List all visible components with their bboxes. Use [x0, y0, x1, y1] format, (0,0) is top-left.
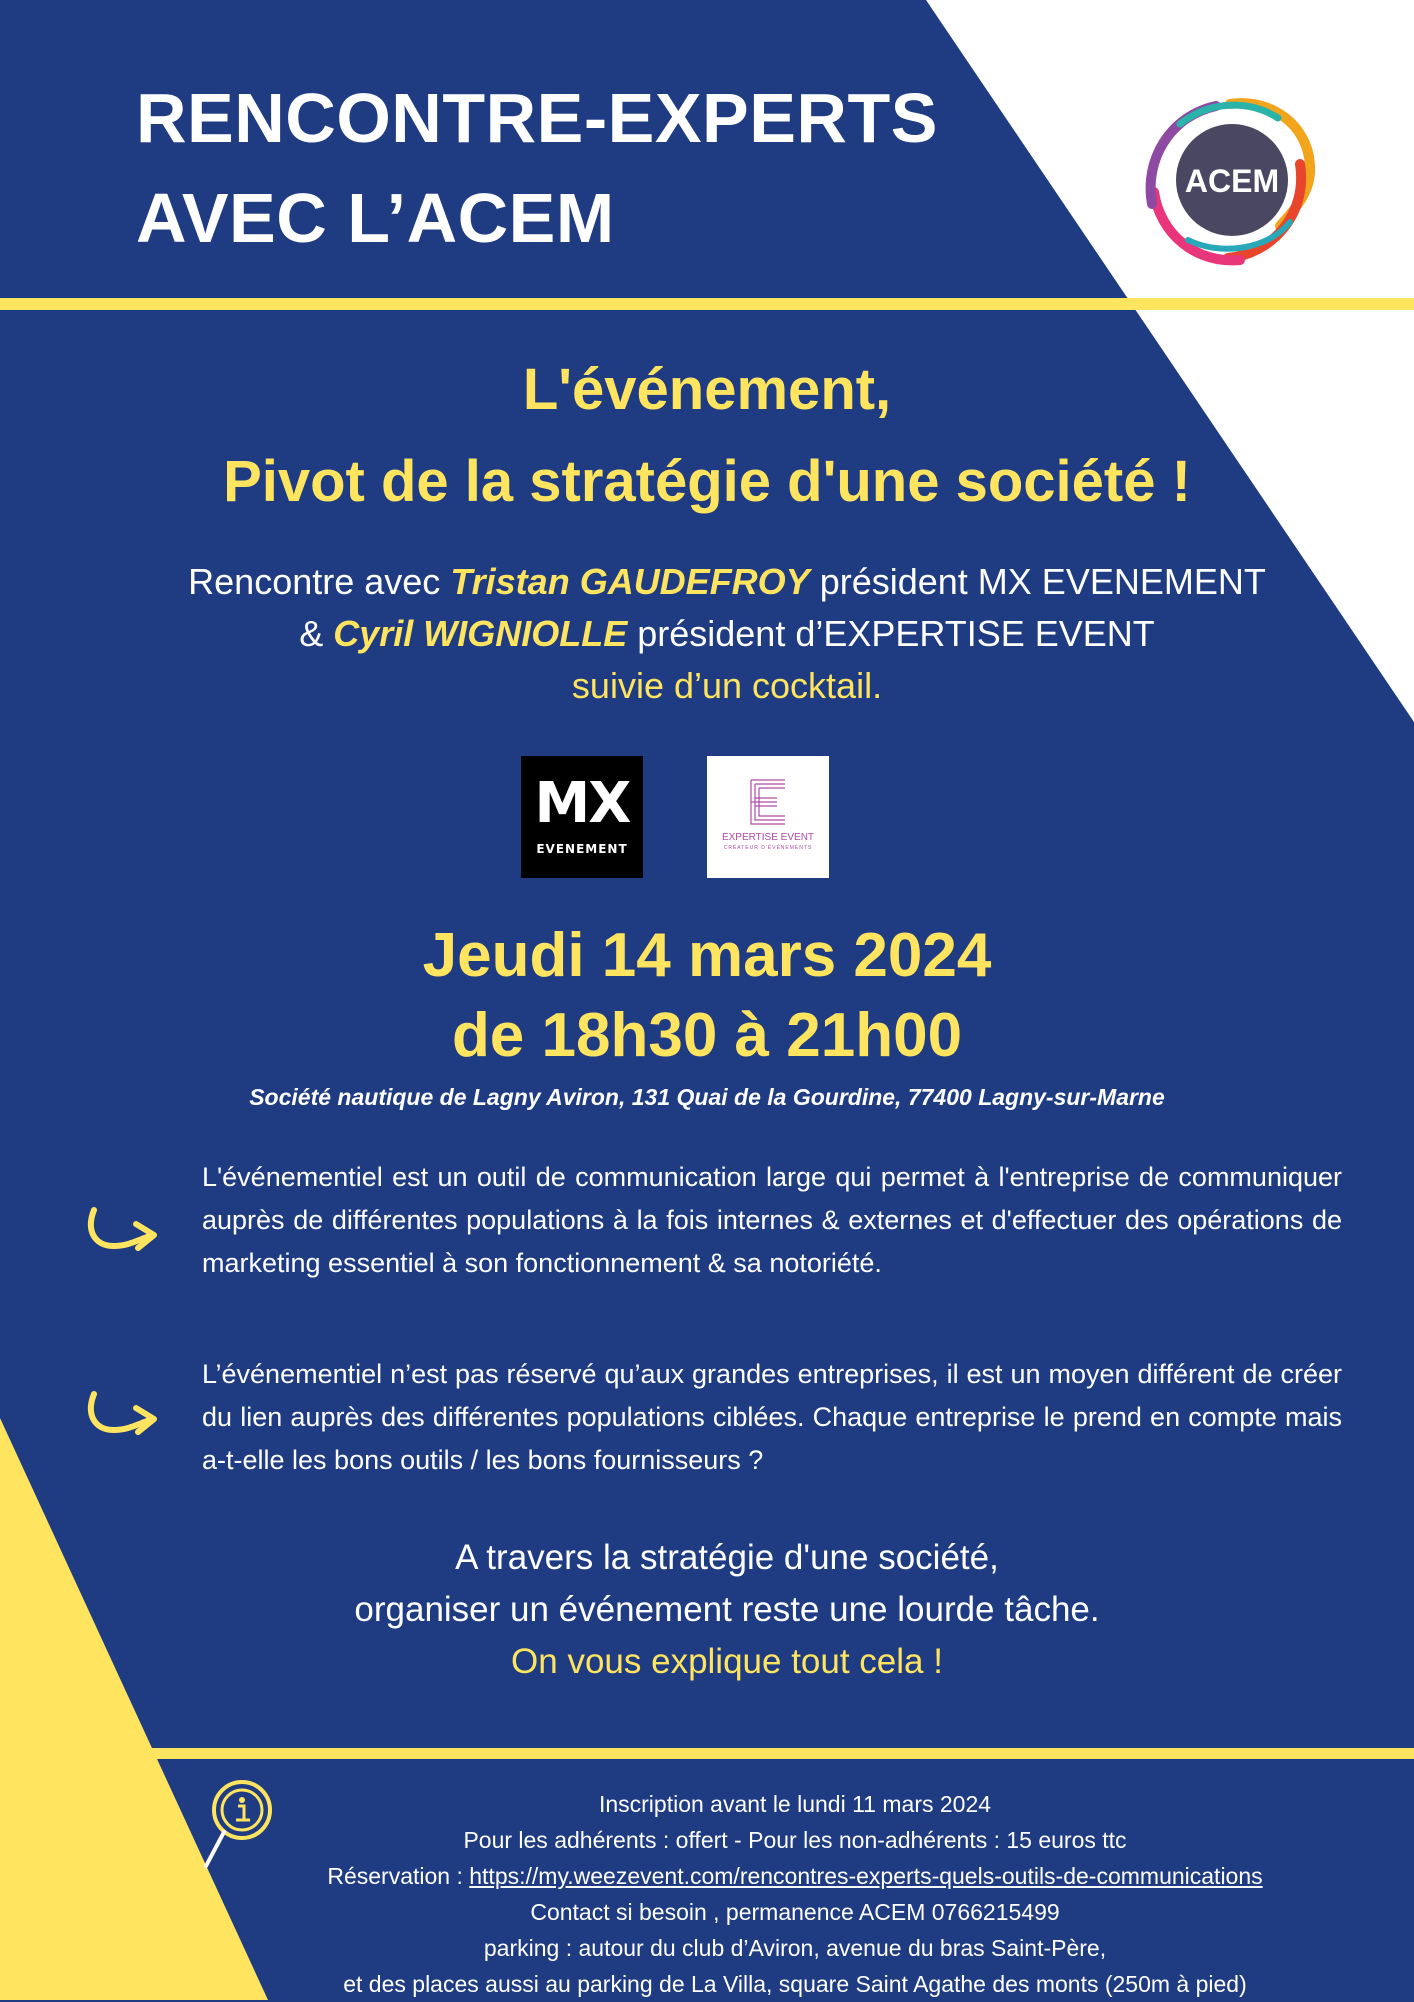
closing-text: [120, 1532, 1334, 1688]
headline-line2: Pivot de la stratégie d'une société !: [223, 449, 1191, 514]
expertise-logo-name: EXPERTISE EVENT: [721, 832, 815, 843]
parking-info-2: et des places aussi au parking de La Villa, square Saint Agathe des monts (250m à pied): [343, 1971, 1247, 1997]
contact-info: Contact si besoin , permanence ACEM 0766215499: [530, 1899, 1060, 1925]
paragraph-1: L'événementiel est un outil de communication large qui permet à l'entreprise de communiquer auprès de différentes populations à la fois internes & externes et d'effectuer des opérations de marketing essentiel à son fonctionnement & sa notoriété.: [202, 1162, 1342, 1278]
acem-logo-text: ACEM: [1184, 163, 1280, 199]
intro-prefix2: &: [299, 613, 334, 654]
headline-line1: L'événement,: [522, 357, 892, 422]
registration-deadline: Inscription avant le lundi 11 mars 2024: [598, 1791, 992, 1817]
mx-logo-mark: MX: [534, 771, 630, 836]
intro-prefix1: Rencontre avec: [188, 561, 451, 602]
closing-line1: A travers la stratégie d'une société,: [455, 1538, 999, 1577]
event-time: de 18h30 à 21h00: [451, 1001, 963, 1070]
speakers-intro: [120, 556, 1334, 712]
event-venue: Société nautique de Lagny Aviron, 131 Quai de la Gourdine, 77400 Lagny-sur-Marne: [249, 1084, 1165, 1110]
pricing-info: Pour les adhérents : offert - Pour les non-adhérents : 15 euros ttc: [463, 1827, 1127, 1853]
header-title: [136, 68, 938, 268]
intro-line2: [120, 608, 1334, 660]
curved-arrow-icon: [84, 1386, 164, 1446]
event-date: Jeudi 14 mars 2024: [422, 921, 992, 990]
mx-logo-text: EVENEMENT: [536, 842, 628, 856]
closing-line3: On vous explique tout cela !: [511, 1642, 943, 1681]
speaker-name-1: Tristan GAUDEFROY: [450, 561, 810, 602]
cocktail-note: suivie d’un cocktail.: [571, 665, 883, 706]
expertise-e-icon: [747, 776, 789, 828]
header-title-line2: AVEC L’ACEM: [136, 179, 615, 257]
reservation-line: [200, 1858, 1390, 1894]
paragraph-2: L’événementiel n’est pas réservé qu’aux grandes entreprises, il est un moyen différent de créer du lien auprès des différentes populations ciblées. Chaque entreprise le prend en compte mais a-t-elle les bons outils / les bons fournisseurs ?: [202, 1359, 1342, 1475]
header-title-line1: RENCONTRE-EXPERTS: [136, 79, 938, 157]
partner-logos: [521, 756, 831, 880]
curved-arrow-icon: [84, 1202, 164, 1262]
expertise-logo-tagline: CRÉATEUR D'ÉVÉNEMENTS: [723, 845, 813, 851]
parking-info-1: parking : autour du club d’Aviron, avenue du bras Saint-Père,: [483, 1935, 1107, 1961]
reservation-label: Réservation :: [327, 1863, 470, 1889]
reservation-link[interactable]: https://my.weezevent.com/rencontres-experts-quels-outils-de-communications: [469, 1863, 1263, 1889]
speaker-name-2: Cyril WIGNIOLLE: [333, 613, 628, 654]
intro-suffix2: président d’EXPERTISE EVENT: [627, 613, 1155, 654]
intro-line1: [120, 556, 1334, 608]
acem-logo: [1140, 94, 1320, 266]
intro-suffix1: président MX EVENEMENT: [809, 561, 1266, 602]
mx-evenement-logo: [521, 756, 643, 878]
event-headline: [120, 344, 1294, 528]
closing-line2: organiser un événement reste une lourde tâche.: [354, 1590, 1100, 1629]
footer-info: [200, 1786, 1390, 2002]
event-datetime: [120, 916, 1294, 1076]
expertise-event-logo: [707, 756, 829, 878]
